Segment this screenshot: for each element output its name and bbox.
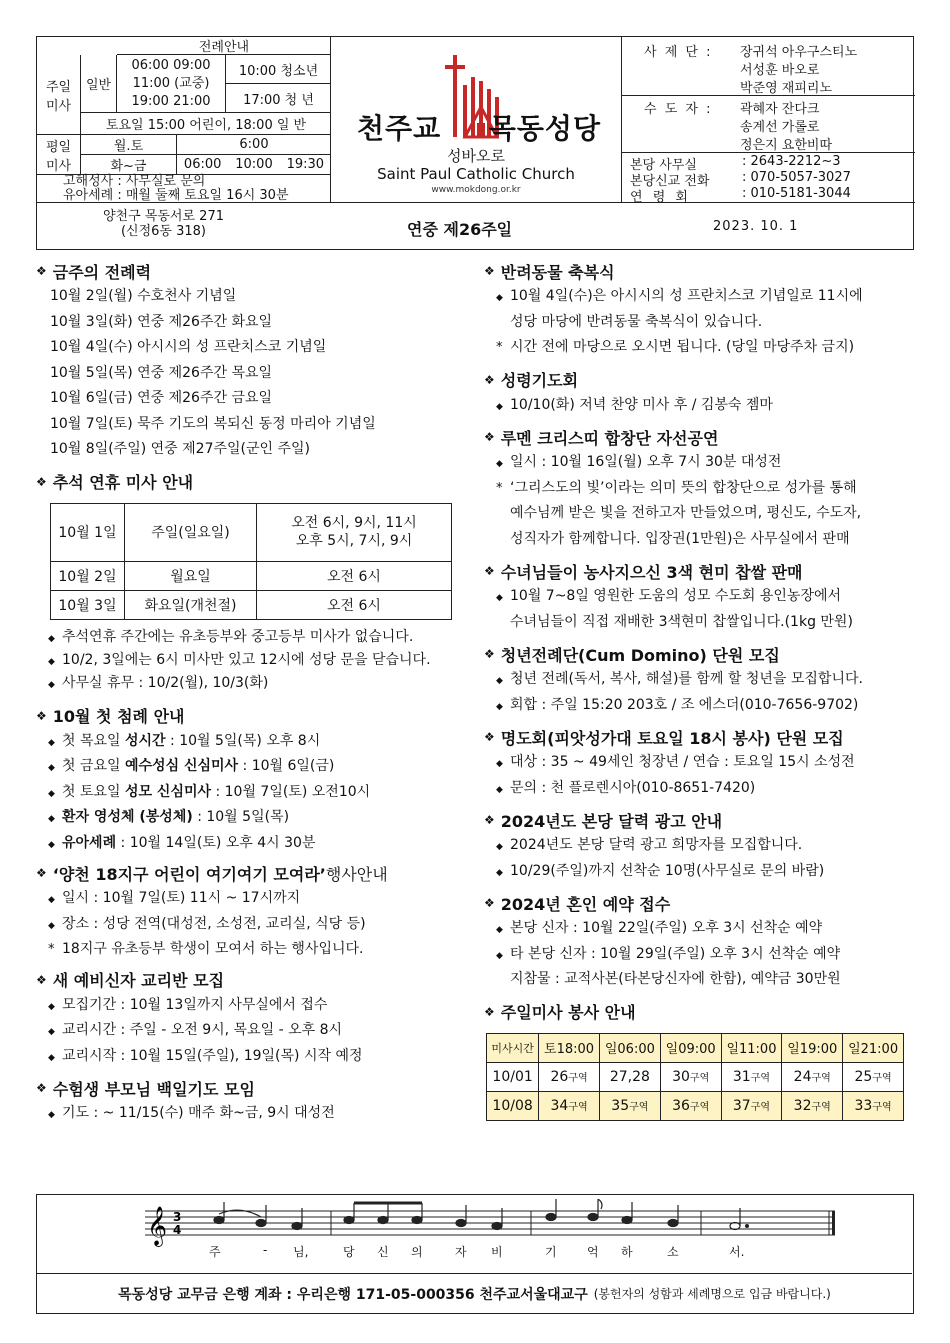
pastoral-phone[interactable]: : 070-5057-3027 <box>742 170 851 185</box>
list-item: ◆ 2024년도 본당 달력 광고 희망자를 모집합니다. <box>496 837 803 853</box>
list-item: ◆ 일시 : 10월 7일(토) 11시 ~ 17시까지 <box>48 890 301 906</box>
choir-section-title: ❖ 명도회(피앗성가대 토요일 18시 봉사) 단원 모집 <box>484 728 844 748</box>
note-item: * 시간 전에 마당으로 오시면 됩니다. (당일 마당주차 금지) <box>496 339 855 355</box>
diamond-icon: ❖ <box>36 264 47 278</box>
list-item: 10월 6일(금) 연중 제26주간 금요일 <box>50 390 273 406</box>
exam-prayer-section-title: ❖ 수험생 부모님 백일기도 모임 <box>36 1079 255 1099</box>
council-phone[interactable]: : 010-5181-3044 <box>742 186 851 201</box>
table-row: 10월 3일 화요일(개천절) 오전 6시 <box>51 590 452 619</box>
list-item: ◆ 타 본당 신자 : 10월 29일(주일) 오후 3시 선착순 예약 <box>496 945 841 962</box>
left-column <box>36 258 466 1127</box>
diamond-icon: ❖ <box>36 474 47 489</box>
sunday-mass-label: 주일 <box>45 79 72 95</box>
diamond-icon: ❖ <box>36 708 47 723</box>
chuseok-mass-table <box>50 503 452 620</box>
list-item-continued: 성당 마당에 반려동물 축복식이 있습니다. <box>510 313 763 330</box>
diamond-icon: ❖ <box>484 1004 495 1019</box>
bank-account: 목동성당 교무금 은행 계좌 : 우리은행 171-05-000356 천주교서울대교구 <box>118 1286 588 1303</box>
church-address: 양천구 목동서로 271 (신정6동 318) <box>103 209 224 239</box>
pet-blessing-section-title: ❖ 반려동물 축복식 <box>484 262 615 282</box>
list-item: ◆ 모집기간 : 10월 13일까지 사무실에서 접수 <box>48 996 328 1013</box>
list-item: 10월 4일(수) 아시시의 성 프란치스코 기념일 <box>50 339 327 355</box>
table-row: 10월 1일 주일(일요일) 오전 6시, 9시, 11시 오후 5시, 7시, 9시 <box>51 503 452 561</box>
list-item: ◆ 10/2, 3일에는 6시 미사만 있고 12시에 성당 문을 닫습니다. <box>48 651 431 668</box>
church-name-left: 천주교 <box>357 112 442 145</box>
table-header-row: 미사시간 토18:00 일06:00 일09:00 일11:00 일19:00 일21:00 <box>487 1033 904 1062</box>
list-item: ◆ 일시 : 10월 16일(월) 오후 7시 30분 대성전 <box>496 454 782 470</box>
sisters-label: 수 도 자 : <box>644 102 713 117</box>
chuseok-section-title: ❖ 추석 연휴 미사 안내 <box>36 473 194 492</box>
rice-section-title: ❖ 수녀님들이 농사지으신 3색 현미 찹쌀 판매 <box>484 562 803 582</box>
list-item: 10월 8일(주일) 연중 제27주일(군인 주일) <box>50 441 310 457</box>
pastoral-label: 본당신교 전화 <box>630 174 710 189</box>
svg-text:3: 3 <box>173 1210 182 1224</box>
church-name-en: Saint Paul Catholic Church <box>377 165 575 183</box>
council-label: 연 령 회 <box>630 190 691 205</box>
list-item: ◆ 본당 신자 : 10월 22일(주일) 오후 3시 선착순 예약 <box>496 920 823 936</box>
church-patron: 성바오로 <box>447 147 505 165</box>
youth-mass-time: 10:00 청소년 <box>225 55 331 84</box>
website-link[interactable]: www.mokdong.or.kr <box>431 185 521 195</box>
list-item: ◆ 교리시작 : 10월 15일(주일), 19일(목) 시작 예정 <box>48 1047 363 1064</box>
table-row: 10/01 26구역 27,28 30구역 31구역 24구역 25구역 <box>487 1062 904 1091</box>
list-item: 10월 7일(토) 묵주 기도의 복되신 동정 마리아 기념일 <box>50 415 376 432</box>
spirit-prayer-section-title: ❖ 성령기도회 <box>484 371 579 390</box>
list-item: 10월 3일(화) 연중 제26주간 화요일 <box>50 313 273 330</box>
header-bottom-strip <box>37 203 915 251</box>
mass-schedule: 전례안내 주일 미사 일반 06:00 09:00 11:00 (교중) 19:00 21:00 10:00 청소년 17:00 청 년 토요일 15:00 어린이, 18:00 일 반 평일 미사 월.토 6:00 화~금 06:00 10:00 19:30 고해성사 : 사무실로 문의 유아세례 : 매월 둘째 토요일 16시 30분 <box>37 37 331 203</box>
list-item: ◆ 10/29(주일)까지 선착순 10명(사무실로 문의 바람) <box>496 862 825 879</box>
church-name-right: 목동성당 <box>488 112 601 145</box>
list-item: ◆ 10/10(화) 저녁 찬양 미사 후 / 김봉숙 젬마 <box>496 396 773 413</box>
bulletin-footer: 𝄞 3 4 주 - 님, 당 신 의 자 비 기 억 하 소 서. 목동성당 교무금 은행 계좌 : 우리은행 171-05-000356 천주교서울대교구 (봉헌자의 성함과 세례명으로 입금 바랍니다.) <box>36 1194 914 1314</box>
liturgical-calendar-list <box>36 284 466 463</box>
list-item: ◆ 10월 7~8일 영원한 도움의 성모 수도회 용인농장에서 <box>496 588 842 604</box>
table-row: 10월 2일 월요일 오전 6시 <box>51 561 452 590</box>
church-identity <box>331 37 621 203</box>
list-item: ◆ 교리시간 : 주일 - 오전 9시, 목요일 - 오후 8시 <box>48 1022 342 1038</box>
diamond-icon: ❖ <box>484 896 495 910</box>
list-item: ◆ 대상 : 35 ~ 49세인 청장년 / 연습 : 토요일 15시 소성전 <box>496 754 855 770</box>
svg-text:4: 4 <box>173 1223 182 1237</box>
diamond-icon: ❖ <box>484 430 495 444</box>
general-label: 일반 <box>81 55 117 113</box>
young-adult-mass-time: 17:00 청 년 <box>225 84 331 113</box>
diamond-icon: ❖ <box>484 730 495 744</box>
liturgy-title: 전례안내 <box>117 37 331 55</box>
list-item: 10월 2일(월) 수호천사 기념일 <box>50 288 237 304</box>
diamond-icon: ❖ <box>36 1081 47 1095</box>
list-item: ◆ 추석연휴 주간에는 유초등부와 중고등부 미사가 없습니다. <box>48 628 414 645</box>
list-item: 10월 5일(목) 연중 제26주간 목요일 <box>50 364 273 381</box>
list-item: ◆ 환자 영성체 (봉성체) : 10월 5일(목) <box>48 809 290 825</box>
calendar-section-title: ❖ 금주의 전례력 <box>36 262 152 282</box>
diamond-icon: ❖ <box>36 866 47 880</box>
list-item: ◆ 회합 : 주일 15:20 203호 / 조 에스더(010-7656-9702) <box>496 696 859 713</box>
note-item: * 18지구 유초등부 학생이 모여서 하는 행사입니다. <box>48 941 364 957</box>
diamond-icon: ❖ <box>484 564 495 578</box>
list-item: ◆ 첫 금요일 예수성심 신심미사 : 10월 6일(금) <box>48 758 335 774</box>
list-item: ◆ 장소 : 성당 전역(대성전, 소성전, 교리실, 식당 등) <box>48 915 366 932</box>
music-staff <box>145 1199 845 1249</box>
diamond-icon: ❖ <box>484 264 495 278</box>
bulletin-date: 2023. 10. 1 <box>713 219 799 234</box>
office-phone[interactable]: : 2643-2212~3 <box>742 154 841 169</box>
kids-event-section-title: ❖ ‘양천 18지구 어린이 여기여기 모여라’ 행사안내 <box>36 864 388 884</box>
lumen-section-title: ❖ 루멘 크리스띠 합창단 자선공연 <box>484 428 719 448</box>
list-item: ◆ 10월 4일(수)은 아시시의 성 프란치스코 기념일로 11시에 <box>496 288 863 304</box>
list-item: ◆ 첫 토요일 성모 신심미사 : 10월 7일(토) 오전10시 <box>48 783 371 800</box>
list-item: ◆ 사무실 휴무 : 10/2(월), 10/3(화) <box>48 674 269 691</box>
mass-service-table <box>486 1033 904 1121</box>
saturday-mass-note: 토요일 15:00 어린이, 18:00 일 반 <box>81 113 331 135</box>
youth-liturgy-section-title: ❖ 청년전례단(Cum Domino) 단원 모집 <box>484 645 780 665</box>
treble-clef-icon: 𝄞 <box>147 1206 168 1246</box>
table-row: 10/08 34구역 35구역 36구역 37구역 32구역 33구역 <box>487 1091 904 1120</box>
catechumen-section-title: ❖ 새 예비신자 교리반 모집 <box>36 971 225 990</box>
right-column: ❖ 반려동물 축복식 ◆ 10월 4일(수)은 아시시의 성 프란치스코 기념일로 11시에 성당 마당에 반려동물 축복식이 있습니다. * 시간 전에 마당으로 오시면 됩니다. (당일 마당주차 금지) ❖ 성령기도회 ◆ 10/10(화) 저녁 찬양 미사 후 / 김봉숙 젬마 ❖ 루멘 크리스띠 합창단 자선공연 ◆ 일시 : 10월 16일(월) 오후 7시 30분 대성전 * ‘그리스도의 빛’이라는 의미 뜻의 합창단으로 성가를 통해 예수님께 받은 빛을 전하고자 만들었으며, 평신도, 수도자, 성직자가 함께합니다. 입장권(1만원)은 사무실에서 판매 ❖ 수녀님들이 농사지으신 3색 현미 찹쌀 판매 ◆ 10월 7~8일 영원한 도움의 성모 수도회 용인농장에서 수녀님들이 직접 재배한 3색현미 찹쌀입니다.(1kg 만원) ❖ 청년전례단(Cum Domino) 단원 모집 ◆ 청년 전례(독서, 복사, 해설)를 함께 할 청년을 모집합니다. ◆ 회합 : 주일 15:20 203호 / 조 에스더(010-7656-9702) ❖ 명도회(피앗성가대 토요일 18시 봉사) 단원 모집 ◆ 대상 : 35 ~ 49세인 청장년 / 연습 : 토요일 15시 소성전 ◆ 문의 : 천 플로렌시아(010-8651-7420) ❖ 2024년도 본당 달력 광고 안내 ◆ 2024년도 본당 달력 광고 희망자를 모집합니다. ◆ 10/29(주일)까지 선착순 10명(사무실로 문의 바람) ❖ 2024년 혼인 예약 접수 ◆ 본당 신자 : 10월 22일(주일) 오후 3시 선착순 예약 ◆ 타 본당 신자 : 10월 29일(주일) 오후 3시 선착순 예약 지참물 : 교적사본(타본당신자에 한함), 예약금 30만원 ❖ 주일미사 봉사 안내 미사시간 토18:00 일06:00 일09:00 일11:00 일19:00 일21:00 10/01 26구역 27,28 30구역 31구역 24구역 25구역 10/08 34구역 35구역 36구역 37구역 32구역 33구역 <box>484 258 916 1121</box>
list-item: ◆ 첫 목요일 성시간 : 10월 5일(목) 오후 8시 <box>48 732 321 749</box>
list-item: ◆ 문의 : 천 플로렌시아(010-8651-7420) <box>496 779 756 796</box>
office-label: 본당 사무실 <box>630 158 697 173</box>
list-item: ◆ 청년 전례(독서, 복사, 해설)를 함께 할 청년을 모집합니다. <box>496 671 863 687</box>
diamond-icon: ❖ <box>484 647 495 661</box>
bank-note: (봉헌자의 성함과 세례명으로 입금 바랍니다.) <box>593 1287 831 1301</box>
bulletin-header <box>36 36 914 250</box>
note-item: * ‘그리스도의 빛’이라는 의미 뜻의 합창단으로 성가를 통해 <box>496 479 857 496</box>
confession-note: 고해성사 : 사무실로 문의 <box>63 174 206 189</box>
diamond-icon: ❖ <box>484 372 495 387</box>
list-item: ◆ 기도 : ~ 11/15(수) 매주 화~금, 9시 대성전 <box>48 1105 335 1121</box>
calendar-ad-section-title: ❖ 2024년도 본당 달력 광고 안내 <box>484 811 723 831</box>
serve-section-title: ❖ 주일미사 봉사 안내 <box>484 1003 636 1022</box>
sunday-general-times: 06:00 09:00 11:00 (교중) 19:00 21:00 <box>117 55 225 113</box>
first-week-section-title: ❖ 10월 첫 첨례 안내 <box>36 707 185 726</box>
staff-contacts: 사 제 단 : 장귀석 아우구스티노 서성훈 바오로 박준영 재피리노 수 도 자 : 곽혜자 잔다크 송계선 가롤로 정은지 요한비따 본당 사무실 : 2643-2212~3 본당신교 전화 : 070-5057-3027 연 령 회 : 010-5181-3044 <box>621 37 915 203</box>
infant-baptism-note: 유아세례 : 매월 둘째 토요일 16시 30분 <box>63 188 289 203</box>
week-title: 연중 제26주일 <box>407 220 513 239</box>
list-item: ◆ 유아세례 : 10월 14일(토) 오후 4시 30분 <box>48 834 316 851</box>
diamond-icon: ❖ <box>484 813 495 827</box>
bank-account-info <box>37 1273 912 1313</box>
priests-label: 사 제 단 : <box>644 45 713 60</box>
wedding-section-title: ❖ 2024년 혼인 예약 접수 <box>484 894 671 914</box>
diamond-icon: ❖ <box>36 972 47 987</box>
weekday-mass-label: 평일 <box>45 139 72 155</box>
